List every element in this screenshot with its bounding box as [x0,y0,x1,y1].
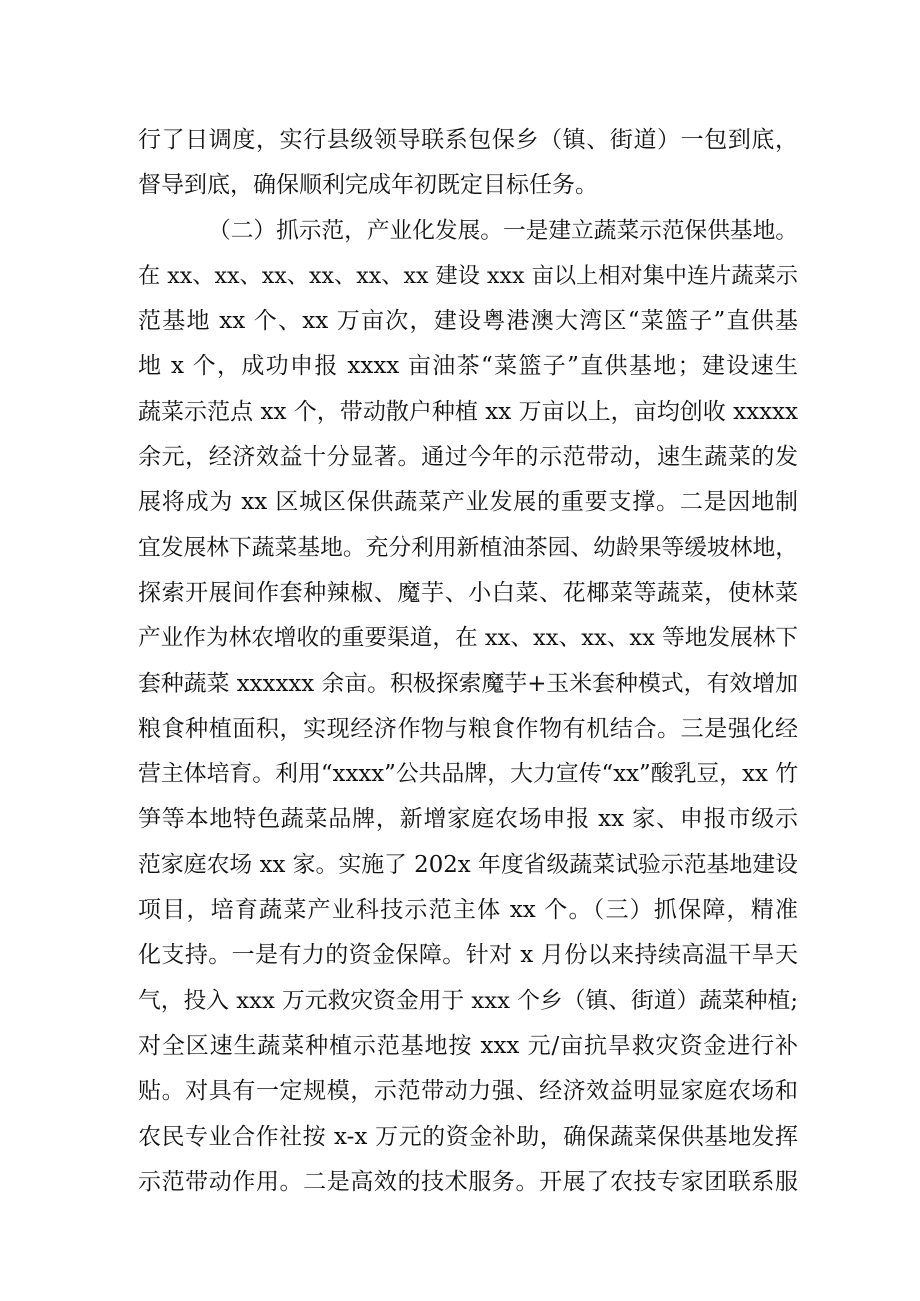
text-line: 项目，培育蔬菜产业科技示范主体 xx 个。（三）抓保障，精准 [138,897,798,924]
text-line: 余元，经济效益十分显著。通过今年的示范带动，速生蔬菜的发 [138,444,798,471]
text-line: 笋等本地特色蔬菜品牌，新增家庭农场申报 xx 家、申报市级示 [138,806,798,833]
text-line: 探索开展间作套种辣椒、魔芋、小白菜、花椰菜等蔬菜，使林菜 [138,579,798,606]
text-line: 对全区速生蔬菜种植示范基地按 xxx 元/亩抗旱救灾资金进行补 [138,1032,798,1059]
text-line: 在 xx、xx、xx、xx、xx、xx 建设 xxx 亩以上相对集中连片蔬菜示 [138,262,798,289]
body-text [138,118,798,1205]
text-line: （二）抓示范，产业化发展。一是建立蔬菜示范保供基地。 [208,217,798,244]
text-line: 蔬菜示范点 xx 个，带动散户种植 xx 万亩以上，亩均创收 xxxxx [138,398,798,425]
text-line: 地 x 个，成功申报 xxxx 亩油茶“菜篮子”直供基地；建设速生 [138,353,798,380]
text-line: 展将成为 xx 区城区保供蔬菜产业发展的重要支撑。二是因地制 [138,489,798,516]
text-line: 农民专业合作社按 x-x 万元的资金补助，确保蔬菜保供基地发挥 [138,1123,798,1150]
text-line: 范基地 xx 个、xx 万亩次，建设粤港澳大湾区“菜篮子”直供基 [138,308,798,335]
text-line: 化支持。一是有力的资金保障。针对 x 月份以来持续高温干旱天 [138,942,798,969]
text-line: 范家庭农场 xx 家。实施了 202x 年度省级蔬菜试验示范基地建设 [138,851,798,878]
text-line: 气，投入 xxx 万元救灾资金用于 xxx 个乡（镇、街道）蔬菜种植; [138,987,798,1014]
text-line: 产业作为林农增收的重要渠道，在 xx、xx、xx、xx 等地发展林下 [138,625,798,652]
text-line: 粮食种植面积，实现经济作物与粮食作物有机结合。三是强化经 [138,715,798,742]
text-line: 行了日调度，实行县级领导联系包保乡（镇、街道）一包到底， [138,127,798,153]
text-line: 宜发展林下蔬菜基地。充分利用新植油茶园、幼龄果等缓坡林地， [138,534,798,561]
text-line: 示范带动作用。二是高效的技术服务。开展了农技专家团联系服 [138,1168,798,1195]
text-line: 督导到底，确保顺利完成年初既定目标任务。 [138,172,598,199]
text-line: 贴。对具有一定规模，示范带动力强、经济效益明显家庭农场和 [138,1078,798,1105]
text-line: 套种蔬菜 xxxxxx 余亩。积极探索魔芋+玉米套种模式，有效增加 [138,670,798,697]
text-line: 营主体培育。利用“xxxx”公共品牌，大力宣传“xx”酸乳豆，xx 竹 [138,761,799,788]
